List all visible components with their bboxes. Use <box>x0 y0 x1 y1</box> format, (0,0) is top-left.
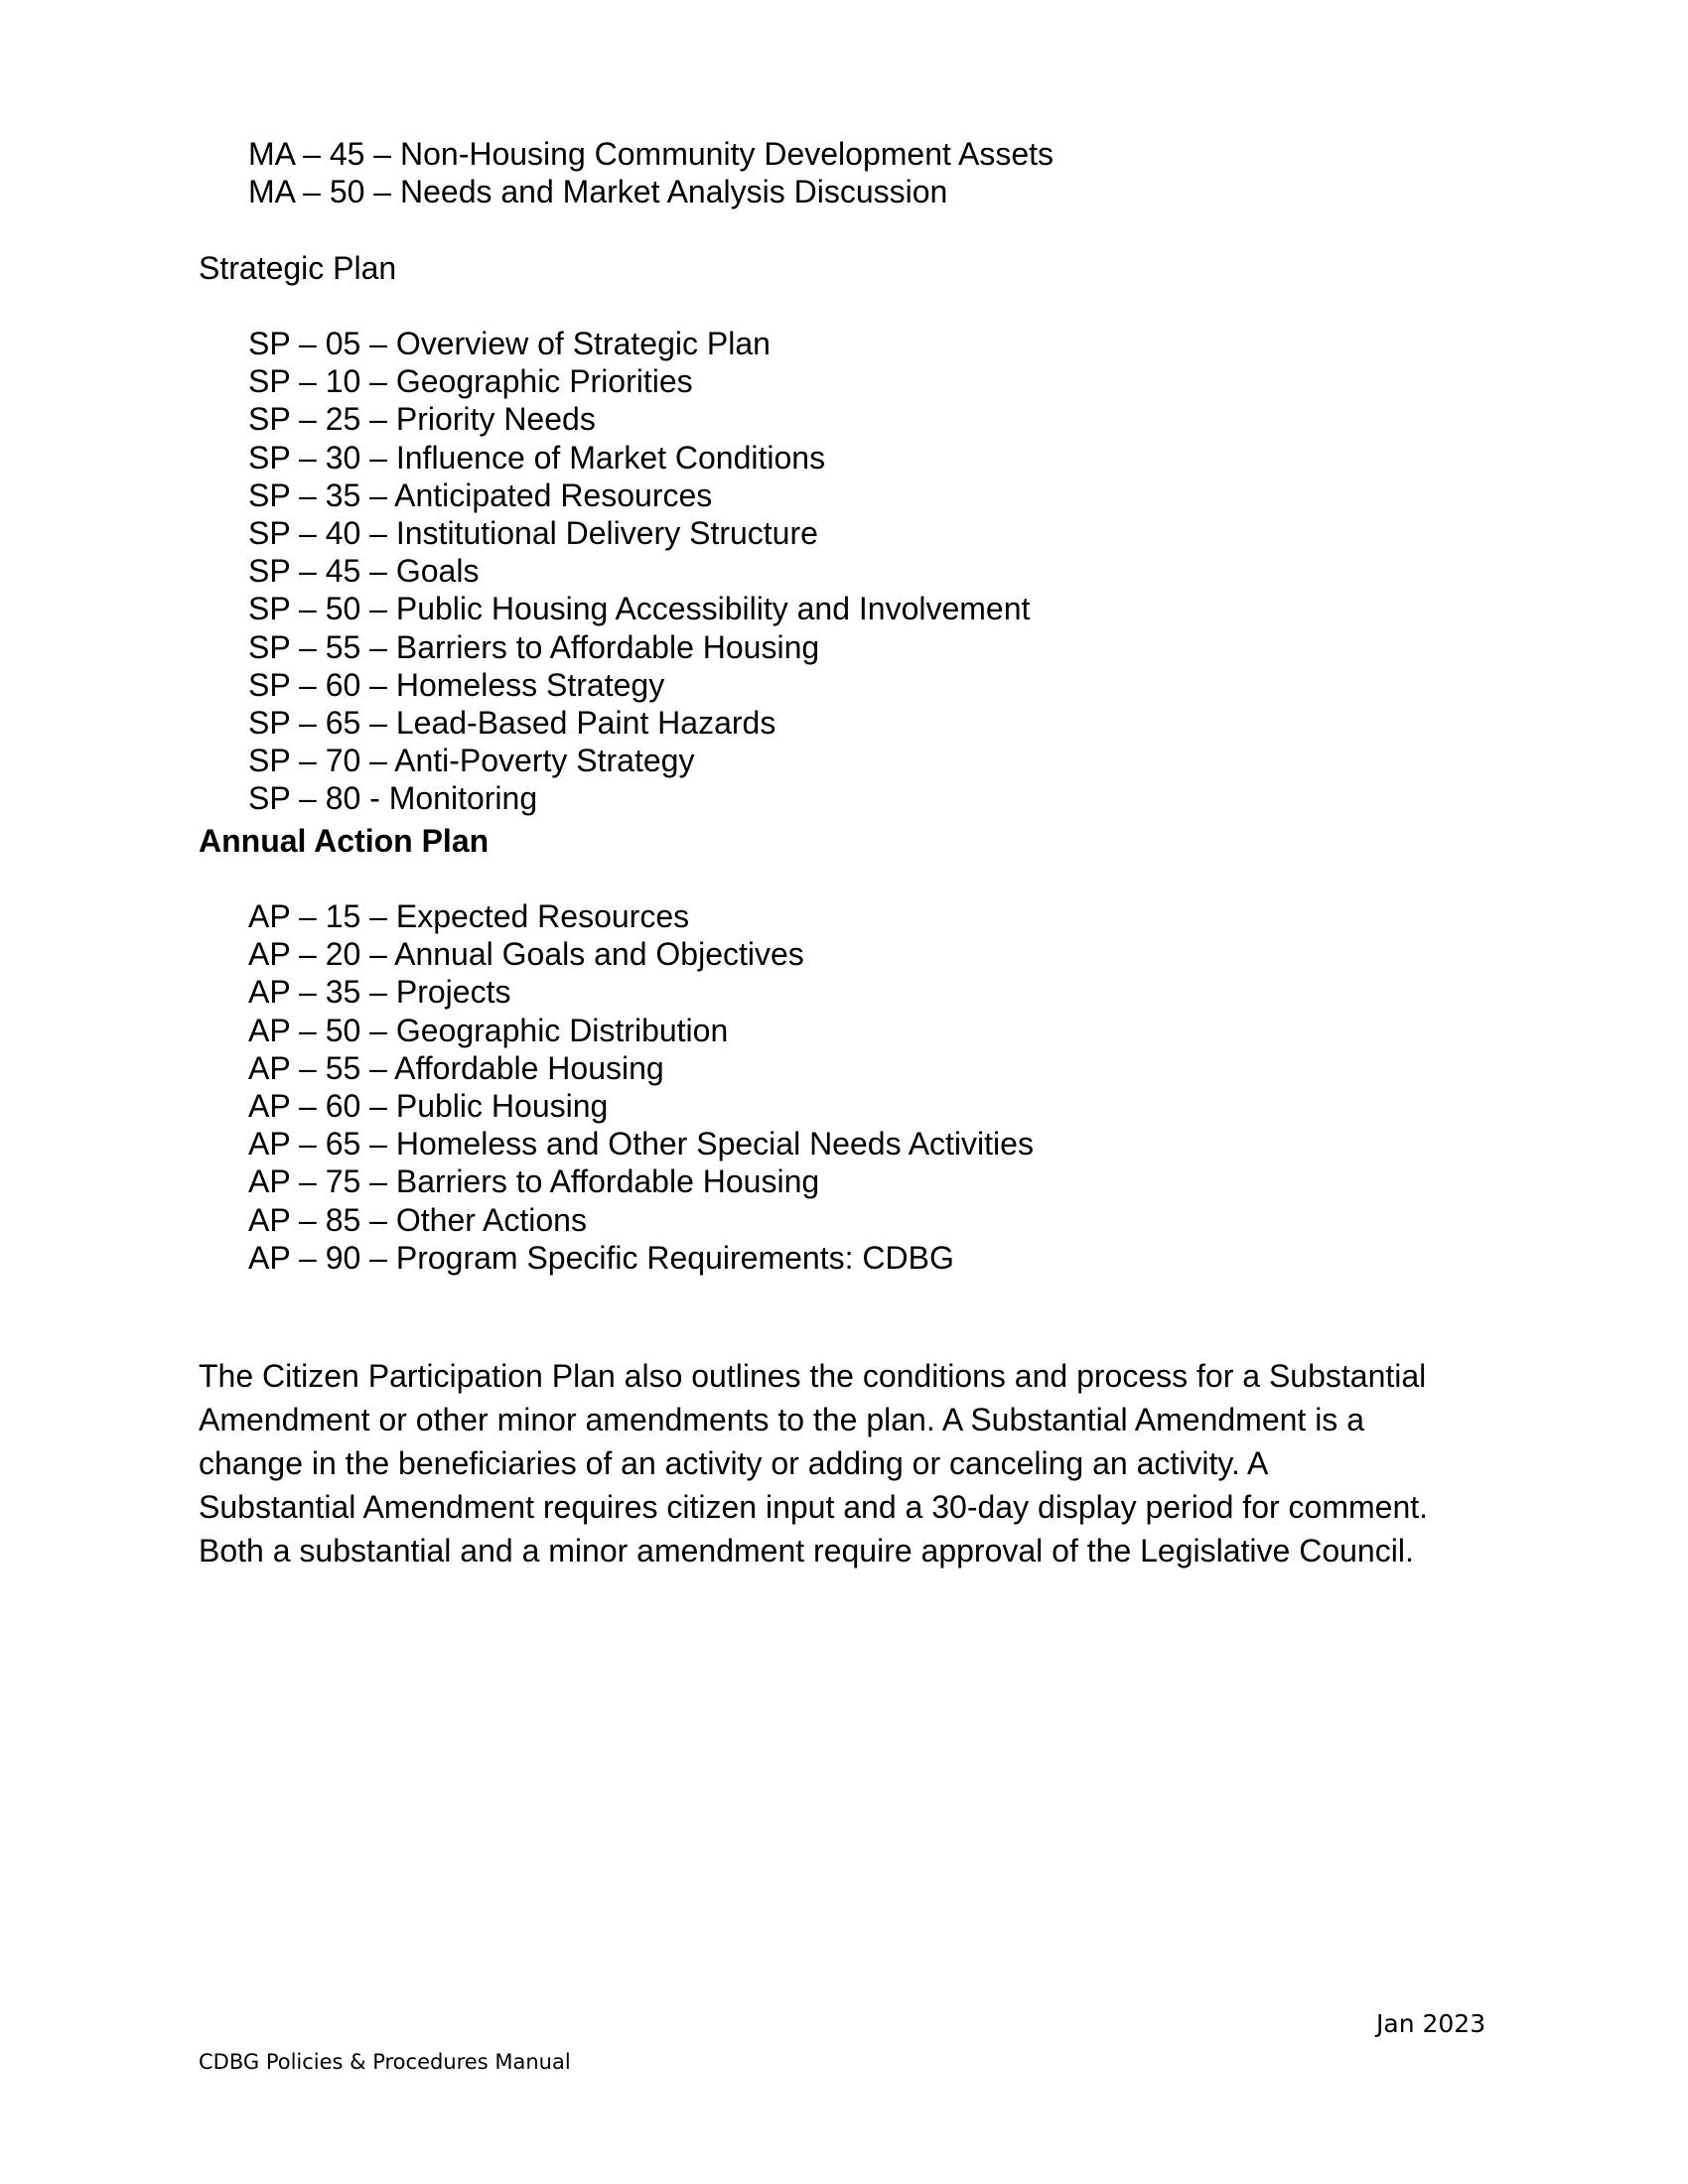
strategic-plan-heading: Strategic Plan <box>199 250 397 286</box>
paragraph-line: Substantial Amendment requires citizen input and a 30-day display period for comment. <box>199 1489 1429 1525</box>
list-item: AP – 15 – Expected Resources <box>248 898 690 934</box>
footer-date: Jan 2023 <box>1376 2009 1486 2038</box>
list-item: SP – 30 – Influence of Market Conditions <box>248 439 826 476</box>
list-item: SP – 35 – Anticipated Resources <box>248 477 713 513</box>
list-item: SP – 55 – Barriers to Affordable Housing <box>248 628 820 665</box>
list-item: AP – 60 – Public Housing <box>248 1087 609 1124</box>
paragraph-line: Both a substantial and a minor amendment require approval of the Legislative Council. <box>199 1533 1414 1569</box>
list-item: AP – 20 – Annual Goals and Objectives <box>248 936 804 973</box>
list-item: MA – 50 – Needs and Market Analysis Discussion <box>248 174 948 210</box>
list-item: SP – 05 – Overview of Strategic Plan <box>248 326 771 361</box>
list-item: SP – 80 - Monitoring <box>248 780 538 817</box>
list-item: SP – 50 – Public Housing Accessibility and Involvement <box>248 591 1031 627</box>
strategic-plan-list <box>0 325 1031 817</box>
list-item: SP – 70 – Anti-Poverty Strategy <box>248 743 695 779</box>
list-item: SP – 10 – Geographic Priorities <box>248 363 693 400</box>
list-item: AP – 90 – Program Specific Requirements: CDBG <box>248 1239 954 1276</box>
annual-action-plan-heading: Annual Action Plan <box>199 823 490 859</box>
list-item: SP – 60 – Homeless Strategy <box>248 666 665 703</box>
list-item: SP – 25 – Priority Needs <box>248 401 596 438</box>
footer-title: CDBG Policies & Procedures Manual <box>199 2050 571 2074</box>
list-item: AP – 85 – Other Actions <box>248 1201 587 1238</box>
list-item: AP – 35 – Projects <box>248 974 511 1011</box>
paragraph-line: change in the beneficiaries of an activity or adding or canceling an activity. A <box>199 1445 1269 1481</box>
annual-action-plan-list <box>0 897 1034 1277</box>
paragraph-line: The Citizen Participation Plan also outlines the conditions and process for a Substantial <box>199 1358 1427 1394</box>
list-item: AP – 65 – Homeless and Other Special Needs Activities <box>248 1126 1034 1162</box>
list-item: AP – 75 – Barriers to Affordable Housing <box>248 1163 820 1200</box>
paragraph-line: Amendment or other minor amendments to the plan. A Substantial Amendment is a <box>199 1402 1364 1437</box>
list-item: SP – 65 – Lead-Based Paint Hazards <box>248 704 776 741</box>
list-item: AP – 55 – Affordable Housing <box>248 1049 664 1086</box>
list-item: SP – 40 – Institutional Delivery Structure <box>248 514 818 551</box>
list-item: AP – 50 – Geographic Distribution <box>248 1012 729 1048</box>
list-item: SP – 45 – Goals <box>248 553 480 590</box>
amendment-paragraph <box>199 1354 1489 1572</box>
market-analysis-list <box>0 135 1055 210</box>
list-item: MA – 45 – Non-Housing Community Development Assets <box>248 136 1055 172</box>
